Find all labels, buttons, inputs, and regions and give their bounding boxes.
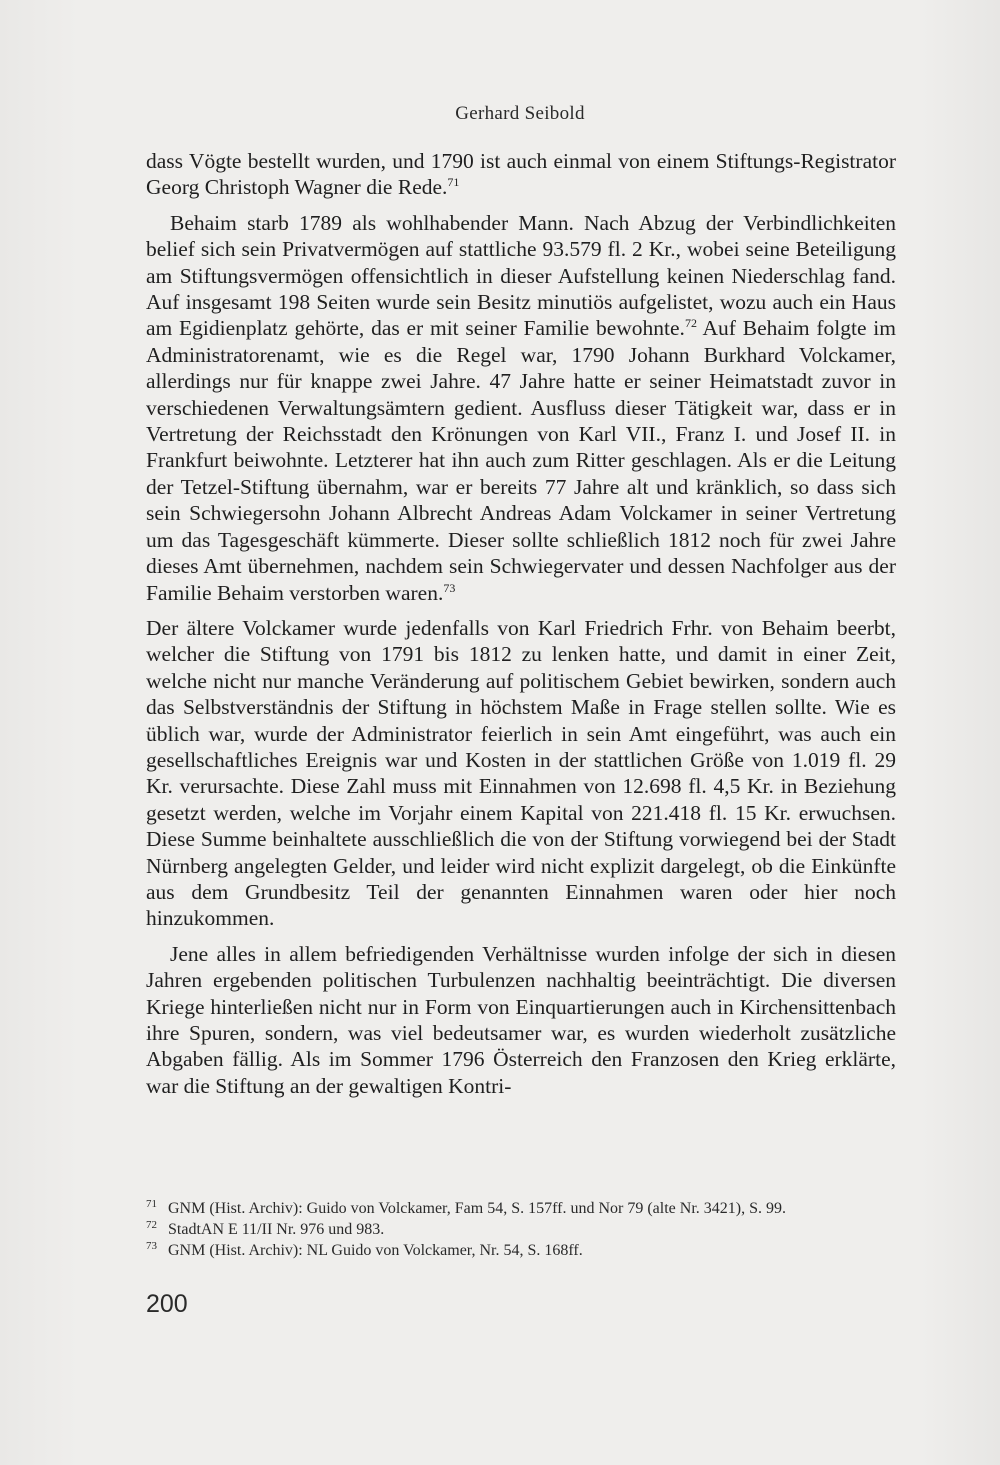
- footnote-ref-73: 73: [443, 580, 456, 595]
- footnote-71: [146, 1198, 906, 1219]
- footnote-ref-72: 72: [684, 316, 697, 331]
- footnote-text: StadtAN E 11/II Nr. 976 und 983.: [168, 1221, 385, 1238]
- footnote-number: 71: [146, 1198, 157, 1210]
- footnotes: [146, 1198, 906, 1261]
- footnote-number: 73: [146, 1240, 157, 1252]
- paragraph-3: Der ältere Volckamer wurde jedenfalls von Karl Friedrich Frhr. von Behaim beerbt, welcher die Stiftung von 1791 bis 1812 zu lenken hatte, und damit in einer Zeit, welche nicht nur manche Veränderung auf politischem Gebiet bewirken, sondern auch das Selbstverständnis der Stiftung in höchstem Maße in Frage stellen sollte. Wie es üblich war, wurde der Administrator feierlich in sein Amt eingeführt, was auch ein gesellschaftliches Ereignis war und Kosten in der stattlichen Größe von 1.019 fl. 29 Kr. verursachte. Diese Zahl muss mit Einnahmen von 12.698 fl. 4,5 Kr. in Beziehung gesetzt werden, welche im Vorjahr einem Kapital von 221.418 fl. 15 Kr. erwuchsen. Diese Summe beinhaltete ausschließlich die von der Stiftung vorwiegend bei der Stadt Nürnberg angelegten Gelder, und leider wird nicht explizit dargelegt, ob die Einkünfte aus dem Grundbesitz Teil der genannten Einnahmen waren oder hier noch hinzukommen.: [146, 615, 896, 931]
- footnote-73: [146, 1240, 906, 1261]
- paragraph-1: dass Vögte bestellt wurden, und 1790 ist auch einmal von einem Stiftungs-Registrator Georg Christoph Wagner die Rede.$^{71}$: [146, 149, 896, 200]
- body-text: [146, 148, 896, 1108]
- footnote-text: GNM (Hist. Archiv): Guido von Volckamer, Fam 54, S. 157ff. und Nor 79 (alte Nr. 3421), S. 99.: [168, 1200, 786, 1217]
- footnote-text: GNM (Hist. Archiv): NL Guido von Volckamer, Nr. 54, S. 168ff.: [168, 1242, 583, 1259]
- paragraph-2: Behaim starb 1789 als wohlhabender Mann. Nach Abzug der Verbindlichkeiten belief sich sein Privatvermögen auf stattliche 93.579 fl. 2 Kr., wobei seine Beteiligung am Stiftungsvermögen offensichtlich in dieser Aufstellung keinen Niederschlag fand. Auf insgesamt 198 Seiten wurde sein Besitz minutiös aufgelistet, wozu auch ein Haus am Egidienplatz gehörte, das er mit seiner Familie bewohnte.$^{72}$ Auf Behaim folgte im Administratorenamt, wie es die Regel war, 1790 Johann Burkhard Volckamer, allerdings nur für knappe zwei Jahre. 47 Jahre hatte er seiner Heimatstadt zuvor in verschiedenen Verwaltungsämtern gedient. Ausfluss dieser Tätigkeit war, dass er in Vertretung der Reichsstadt den Krönungen von Karl VII., Franz I. und Josef II. in Frankfurt beiwohnte. Letzterer hat ihn auch zum Ritter geschlagen. Als er die Leitung der Tetzel-Stiftung übernahm, war er bereits 77 Jahre alt und kränklich, so dass sich sein Schwiegersohn Johann Albrecht Andreas Adam Volckamer in seiner Vertretung um das Tagesgeschäft kümmerte. Dieser sollte schließlich 1812 noch für zwei Jahre dieses Amt übernehmen, nachdem sein Schwiegervater und dessen Nachfolger aus der Familie Behaim verstorben waren.$^{73}$: [146, 210, 896, 605]
- page-number: 200: [146, 1290, 188, 1318]
- footnote-72: [146, 1219, 906, 1240]
- footnote-number: 72: [146, 1219, 157, 1231]
- footnote-ref-71: 71: [447, 175, 460, 190]
- running-head: Gerhard Seibold: [455, 103, 585, 124]
- paragraph-4: Jene alles in allem befriedigenden Verhältnisse wurden infolge der sich in diesen Jahren ergebenden politischen Turbulenzen nachhaltig beeinträchtigt. Die diversen Kriege hinterließen nicht nur in Form von Einquartierungen auch in Kirchensittenbach ihre Spuren, sondern, was viel bedeutsamer war, es wurden wiederholt zusätzliche Abgaben fällig. Als im Sommer 1796 Österreich den Franzosen den Krieg erklärte, war die Stiftung an der gewaltigen Kontri-: [146, 941, 896, 1098]
